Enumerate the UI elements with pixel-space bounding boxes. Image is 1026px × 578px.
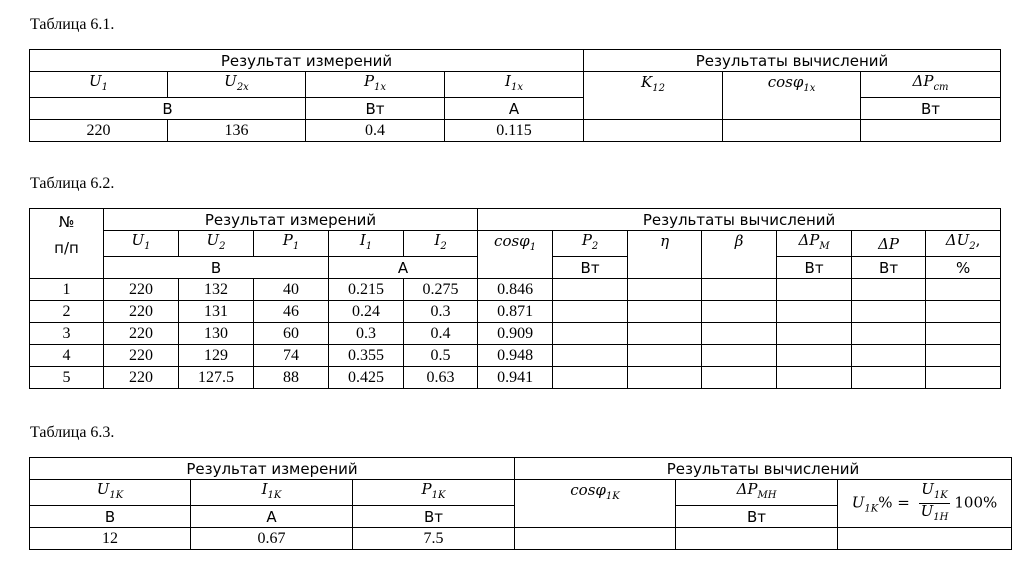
unit-amp: А (191, 506, 353, 528)
cell: 0.4 (404, 323, 478, 345)
cell (777, 301, 852, 323)
cell: 131 (179, 301, 254, 323)
cell: 88 (254, 367, 329, 389)
cell: 0.909 (478, 323, 553, 345)
cell: 220 (104, 279, 179, 301)
cell: 0.355 (329, 345, 404, 367)
table-row (30, 367, 1001, 389)
unit-watt: Вт (306, 98, 445, 120)
cell: 7.5 (353, 528, 515, 550)
cell (926, 345, 1001, 367)
cell: 46 (254, 301, 329, 323)
row-number: 2 (30, 301, 104, 323)
cell (838, 528, 1012, 550)
unit-watt: Вт (777, 257, 852, 279)
cell (553, 367, 628, 389)
table-6-2 (29, 208, 1001, 389)
table-row (30, 50, 1001, 72)
table-row (30, 301, 1001, 323)
table-body (30, 279, 1001, 389)
cell (553, 301, 628, 323)
cell: 132 (179, 279, 254, 301)
cell: 0.215 (329, 279, 404, 301)
col-dpm: $\Delta P_M$ (777, 231, 852, 257)
cell: 0.941 (478, 367, 553, 389)
unit-volt: В (30, 506, 191, 528)
cell (777, 279, 852, 301)
col-cosphi1x: cosφ$_{1x}$ (723, 72, 861, 120)
cell (852, 323, 926, 345)
col-beta: β (702, 231, 777, 279)
col-du2: $\Delta U_2$, (926, 231, 1001, 257)
cell (777, 323, 852, 345)
cell (676, 528, 838, 550)
col-u1: $U_1$ (104, 231, 179, 257)
cell: 220 (104, 323, 179, 345)
fraction: $\frac{U_{1K}}{U_{1H}}$ (920, 480, 949, 523)
cell (553, 279, 628, 301)
table-row (30, 345, 1001, 367)
cell: 136 (168, 120, 306, 142)
cell: 40 (254, 279, 329, 301)
unit-watt: Вт (861, 98, 1001, 120)
group-header-calc: Результаты вычислений (584, 50, 1001, 72)
unit-volt: В (104, 257, 329, 279)
cell (926, 367, 1001, 389)
col-p2: $P_2$ (553, 231, 628, 257)
cell (628, 279, 702, 301)
table-row (30, 528, 1012, 550)
row-number: 5 (30, 367, 104, 389)
cell (926, 301, 1001, 323)
col-i1k: $I_{1K}$ (191, 480, 353, 506)
cell: 0.115 (445, 120, 584, 142)
cell: 220 (104, 367, 179, 389)
cell (553, 345, 628, 367)
cell (628, 345, 702, 367)
cell: 0.24 (329, 301, 404, 323)
cell: 60 (254, 323, 329, 345)
row-number: 4 (30, 345, 104, 367)
cell: 220 (104, 301, 179, 323)
cell (852, 345, 926, 367)
cell (926, 279, 1001, 301)
col-eta: η (628, 231, 702, 279)
group-header-measure: Результат измерений (30, 458, 515, 480)
cell: 0.3 (404, 301, 478, 323)
cell (702, 279, 777, 301)
table-6-1 (29, 49, 1001, 142)
table-row (30, 72, 1001, 98)
cell: 0.63 (404, 367, 478, 389)
col-i2: $I_2$ (404, 231, 478, 257)
col-u1k: $U_{1K}$ (30, 480, 191, 506)
cell (723, 120, 861, 142)
table-6-3 (29, 457, 1012, 550)
cell: 0.871 (478, 301, 553, 323)
cell: 130 (179, 323, 254, 345)
cell: 0.4 (306, 120, 445, 142)
cell: 220 (104, 345, 179, 367)
cell: 0.948 (478, 345, 553, 367)
col-cosphi1: cosφ$_1$ (478, 231, 553, 279)
cell: 0.846 (478, 279, 553, 301)
col-i1x: $I_{1x}$ (445, 72, 584, 98)
col-u2: $U_2$ (179, 231, 254, 257)
cell: 0.275 (404, 279, 478, 301)
unit-watt: Вт (852, 257, 926, 279)
col-dpmh: $\Delta P_{MH}$ (676, 480, 838, 506)
table-6-2-caption: Таблица 6.2. (30, 175, 115, 192)
cell (628, 367, 702, 389)
cell: 0.3 (329, 323, 404, 345)
table-row (30, 209, 1001, 231)
table-row (30, 279, 1001, 301)
group-header-calc: Результаты вычислений (478, 209, 1001, 231)
table-row (30, 231, 1001, 257)
col-p1x: $P_{1x}$ (306, 72, 445, 98)
col-i1: $I_1$ (329, 231, 404, 257)
col-dpst: $\Delta P_{ст}$ (861, 72, 1001, 98)
group-header-measure: Результат измерений (30, 50, 584, 72)
group-header-measure: Результат измерений (104, 209, 478, 231)
cell (702, 301, 777, 323)
cell: 127.5 (179, 367, 254, 389)
cell (852, 301, 926, 323)
cell (553, 323, 628, 345)
cell: 74 (254, 345, 329, 367)
cell (515, 528, 676, 550)
unit-watt: Вт (353, 506, 515, 528)
col-p1k: $P_{1K}$ (353, 480, 515, 506)
table-row (30, 480, 1012, 506)
table-6-3-caption: Таблица 6.3. (30, 424, 115, 441)
col-u2x: $U_{2x}$ (168, 72, 306, 98)
unit-watt: Вт (676, 506, 838, 528)
symbol: U (88, 72, 102, 90)
cell (584, 120, 723, 142)
col-dp: ΔP (852, 231, 926, 257)
cell (702, 345, 777, 367)
cell (861, 120, 1001, 142)
table-row (30, 458, 1012, 480)
row-number: 1 (30, 279, 104, 301)
unit-watt: Вт (553, 257, 628, 279)
cell: 0.425 (329, 367, 404, 389)
cell (852, 367, 926, 389)
unit-volt: В (30, 98, 306, 120)
cell: 129 (179, 345, 254, 367)
col-u1: $U_1$ (30, 72, 168, 98)
cell (702, 367, 777, 389)
cell (702, 323, 777, 345)
col-p1: $P_1$ (254, 231, 329, 257)
cell: 0.67 (191, 528, 353, 550)
cell (852, 279, 926, 301)
cell (628, 323, 702, 345)
formula-tail: 100% (954, 493, 998, 512)
col-k12: $K_{12}$ (584, 72, 723, 120)
cell: 220 (30, 120, 168, 142)
unit-amp: А (445, 98, 584, 120)
row-number: 3 (30, 323, 104, 345)
table-6-1-caption: Таблица 6.1. (30, 16, 115, 33)
group-header-calc: Результаты вычислений (515, 458, 1012, 480)
col-number (30, 209, 104, 279)
table-row (30, 120, 1001, 142)
cell (926, 323, 1001, 345)
cell (628, 301, 702, 323)
unit-percent: % (926, 257, 1001, 279)
cell: 0.5 (404, 345, 478, 367)
number-label: п/п (54, 239, 79, 257)
number-sign: № (58, 213, 75, 231)
table-row (30, 323, 1001, 345)
formula-u1k-percent: $U_{1K}\%$ = $\frac{U_{1K}}{U_{1H}}$ 100% (838, 480, 1012, 528)
col-cosphi1k: cosφ$_{1K}$ (515, 480, 676, 528)
cell: 12 (30, 528, 191, 550)
unit-amp: А (329, 257, 478, 279)
cell (777, 345, 852, 367)
cell (777, 367, 852, 389)
